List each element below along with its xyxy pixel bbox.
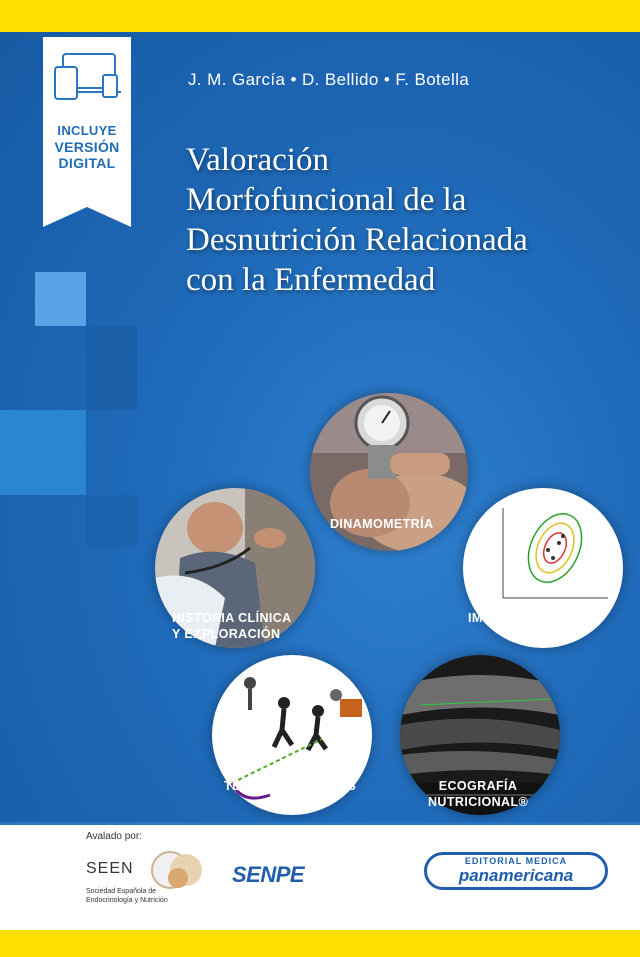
label-test-funcionales: TEST FUNCIONALES	[224, 779, 357, 793]
label-historia-line-1: HISTORIA CLÍNICA	[172, 611, 292, 625]
endorsed-by-label: Avalado por:	[86, 831, 142, 842]
badge-line-1: INCLUYE	[57, 123, 117, 138]
footer-divider	[0, 822, 640, 825]
label-ecografia	[428, 778, 528, 810]
senpe-logo: SENPE	[232, 862, 305, 887]
seen-subtitle-1: Sociedad Española de	[86, 888, 157, 895]
seen-logo-text: SEEN	[86, 860, 134, 877]
label-historia-clinica	[172, 610, 292, 642]
seen-emblem-icon	[148, 848, 208, 894]
badge-text	[43, 123, 131, 171]
title-line: Valoración	[186, 142, 329, 178]
publisher-line-2: panamericana	[458, 866, 574, 885]
title-line: Morfofuncional de la	[186, 182, 467, 218]
label-ecografia-line-2: NUTRICIONAL®	[428, 795, 529, 809]
book-title	[186, 140, 626, 300]
top-yellow-band	[0, 0, 640, 32]
decorative-square	[86, 495, 137, 547]
decorative-square	[0, 410, 86, 495]
badge-line-2: VERSIÓN	[54, 139, 120, 155]
digital-version-badge	[43, 37, 131, 207]
authors: J. M. García • D. Bellido • F. Botella	[188, 70, 470, 89]
bottom-yellow-band	[0, 930, 640, 957]
seen-subtitle-2: Endocrinología y Nutrición	[86, 897, 168, 904]
publisher-line-1: EDITORIAL MEDICA	[464, 856, 568, 866]
title-line: Desnutrición Relacionada	[186, 222, 528, 258]
title-line: con la Enfermedad	[186, 262, 436, 298]
label-impedanciometria: IMPEDANCIOMETRÍA	[468, 611, 603, 625]
label-historia-line-2: Y EXPLORACIÓN	[172, 627, 281, 641]
label-ecografia-line-1: ECOGRAFÍA	[438, 779, 518, 793]
publisher-logo	[424, 852, 608, 890]
badge-line-3: DIGITAL	[58, 155, 116, 171]
devices-icon	[43, 37, 131, 107]
decorative-square	[86, 326, 137, 410]
label-dinamometria: DINAMOMETRÍA	[330, 517, 434, 531]
decorative-square	[35, 272, 86, 326]
seen-logo	[86, 850, 226, 910]
